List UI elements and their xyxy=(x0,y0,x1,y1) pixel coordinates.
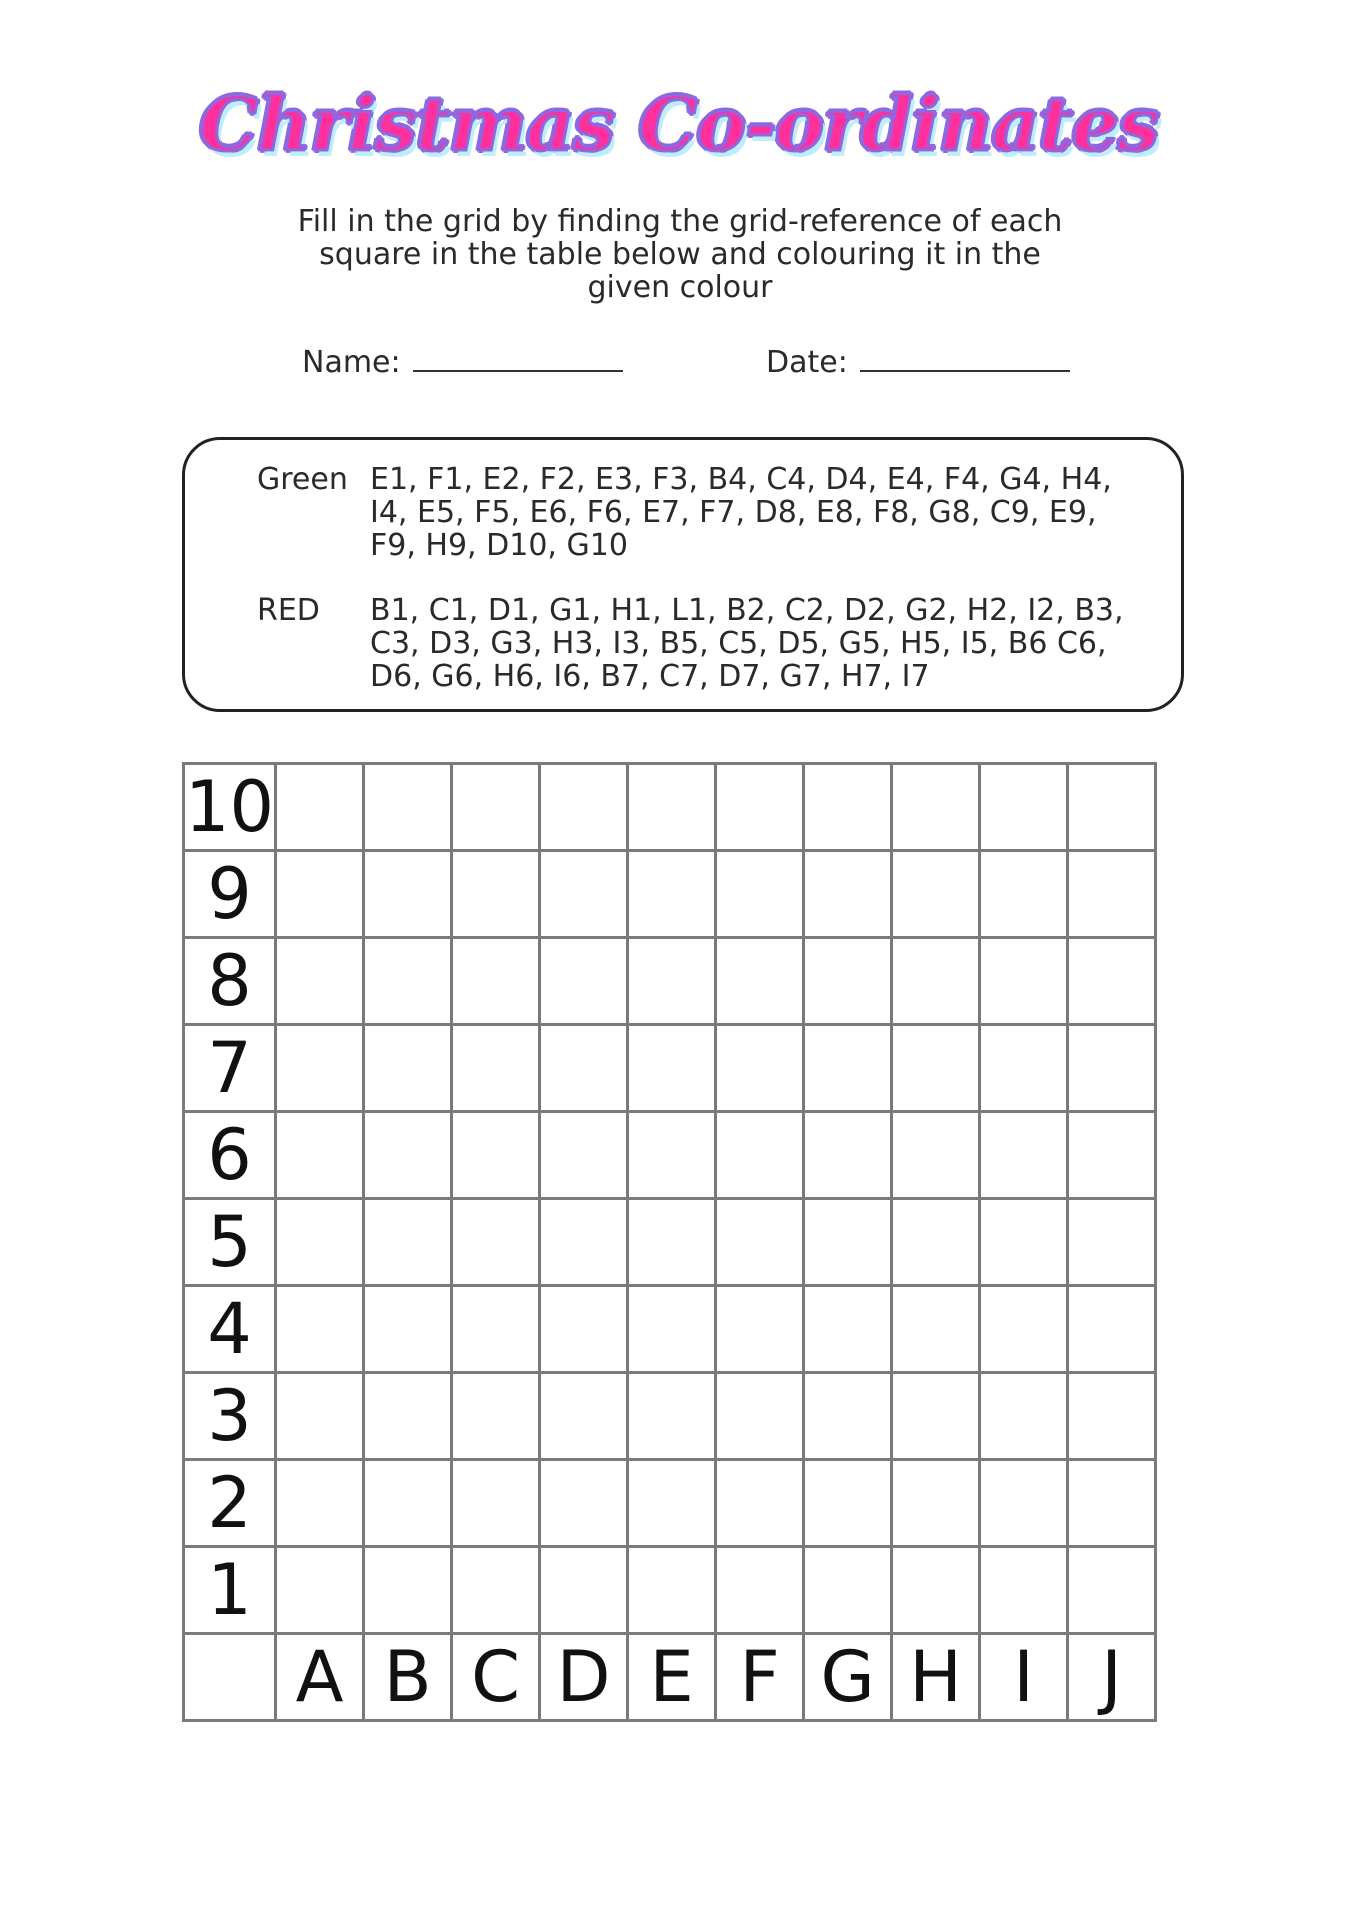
grid-cell-G6[interactable] xyxy=(804,1112,892,1199)
grid-row xyxy=(184,1199,1156,1286)
grid-cell-C3[interactable] xyxy=(452,1373,540,1460)
grid-cell-J2[interactable] xyxy=(1068,1460,1156,1547)
grid-cell-J8[interactable] xyxy=(1068,938,1156,1025)
grid-cell-C4[interactable] xyxy=(452,1286,540,1373)
grid-row xyxy=(184,1112,1156,1199)
grid-cell-J7[interactable] xyxy=(1068,1025,1156,1112)
grid-cell-B8[interactable] xyxy=(364,938,452,1025)
grid-cell-I7[interactable] xyxy=(980,1025,1068,1112)
grid-cell-I6[interactable] xyxy=(980,1112,1068,1199)
grid-cell-C5[interactable] xyxy=(452,1199,540,1286)
grid-cell-E1[interactable] xyxy=(628,1547,716,1634)
grid-cell-B1[interactable] xyxy=(364,1547,452,1634)
grid-cell-B10[interactable] xyxy=(364,764,452,851)
instructions-text: Fill in the grid by finding the grid-reference of each square in the table below and colouring it in the given colour xyxy=(297,204,1063,305)
grid-cell-H8[interactable] xyxy=(892,938,980,1025)
grid-cell-G1[interactable] xyxy=(804,1547,892,1634)
grid-cell-G2[interactable] xyxy=(804,1460,892,1547)
column-label: C xyxy=(452,1634,540,1721)
grid-cell-G7[interactable] xyxy=(804,1025,892,1112)
column-label: D xyxy=(540,1634,628,1721)
row-label: 3 xyxy=(184,1373,276,1460)
grid-cell-F7[interactable] xyxy=(716,1025,804,1112)
grid-cell-D7[interactable] xyxy=(540,1025,628,1112)
grid-cell-F3[interactable] xyxy=(716,1373,804,1460)
grid-cell-E4[interactable] xyxy=(628,1286,716,1373)
green-cell-list: E1, F1, E2, F2, E3, F3, B4, C4, D4, E4, F4, G4, H4, I4, E5, F5, E6, F6, E7, F7, D8, E8, F8, G8, C9, E9, F9, H9, D10, G10 xyxy=(370,462,1112,563)
grid-cell-F1[interactable] xyxy=(716,1547,804,1634)
green-label: Green xyxy=(257,462,348,497)
grid-cell-C10[interactable] xyxy=(452,764,540,851)
grid-cell-H5[interactable] xyxy=(892,1199,980,1286)
grid-cell-H9[interactable] xyxy=(892,851,980,938)
row-label: 9 xyxy=(184,851,276,938)
grid-cell-G8[interactable] xyxy=(804,938,892,1025)
red-key-row xyxy=(257,594,1130,693)
colour-key-box xyxy=(182,437,1184,712)
date-blank-line[interactable] xyxy=(860,340,1070,372)
grid-cell-D2[interactable] xyxy=(540,1460,628,1547)
red-cell-list: B1, C1, D1, G1, H1, L1, B2, C2, D2, G2, H2, I2, B3, C3, D3, G3, H3, I3, B5, C5, D5, G5, H5, I5, B6 C6, D6, G6, H6, I6, B7, C7, D7, G7, H7, I7 xyxy=(370,593,1124,694)
grid-cell-A6[interactable] xyxy=(276,1112,364,1199)
row-label: 6 xyxy=(184,1112,276,1199)
grid-cell-E7[interactable] xyxy=(628,1025,716,1112)
grid-cell-D8[interactable] xyxy=(540,938,628,1025)
grid-cell-H2[interactable] xyxy=(892,1460,980,1547)
grid-cell-I5[interactable] xyxy=(980,1199,1068,1286)
grid-cell-J4[interactable] xyxy=(1068,1286,1156,1373)
grid-cell-E6[interactable] xyxy=(628,1112,716,1199)
grid-cell-G9[interactable] xyxy=(804,851,892,938)
column-label: F xyxy=(716,1634,804,1721)
grid-cell-D6[interactable] xyxy=(540,1112,628,1199)
grid-cell-G10[interactable] xyxy=(804,764,892,851)
grid-row xyxy=(184,1547,1156,1634)
row-label: 1 xyxy=(184,1547,276,1634)
column-label: E xyxy=(628,1634,716,1721)
worksheet-title: Christmas Co-ordinates xyxy=(199,82,1159,168)
grid-cell-E5[interactable] xyxy=(628,1199,716,1286)
column-label: G xyxy=(804,1634,892,1721)
grid-cell-B4[interactable] xyxy=(364,1286,452,1373)
grid-cell-A1[interactable] xyxy=(276,1547,364,1634)
grid-cell-J6[interactable] xyxy=(1068,1112,1156,1199)
row-label: 8 xyxy=(184,938,276,1025)
grid-cell-H6[interactable] xyxy=(892,1112,980,1199)
grid-cell-E9[interactable] xyxy=(628,851,716,938)
grid-row xyxy=(184,764,1156,851)
column-label-row xyxy=(184,1634,1156,1721)
grid-cell-D1[interactable] xyxy=(540,1547,628,1634)
grid-cell-J1[interactable] xyxy=(1068,1547,1156,1634)
name-blank-line[interactable] xyxy=(413,340,623,372)
grid-cell-J10[interactable] xyxy=(1068,764,1156,851)
grid-cell-A7[interactable] xyxy=(276,1025,364,1112)
grid-cell-A3[interactable] xyxy=(276,1373,364,1460)
grid-cell-C8[interactable] xyxy=(452,938,540,1025)
grid-cell-E8[interactable] xyxy=(628,938,716,1025)
grid-row xyxy=(184,1025,1156,1112)
grid-cell-D10[interactable] xyxy=(540,764,628,851)
grid-cell-A2[interactable] xyxy=(276,1460,364,1547)
grid-corner-cell xyxy=(184,1634,276,1721)
grid-row xyxy=(184,851,1156,938)
grid-cell-H3[interactable] xyxy=(892,1373,980,1460)
row-label: 4 xyxy=(184,1286,276,1373)
date-label: Date: xyxy=(766,345,848,380)
grid-cell-C1[interactable] xyxy=(452,1547,540,1634)
grid-cell-G4[interactable] xyxy=(804,1286,892,1373)
row-label: 2 xyxy=(184,1460,276,1547)
grid-cell-D9[interactable] xyxy=(540,851,628,938)
green-key-row xyxy=(257,463,1130,562)
grid-cell-A4[interactable] xyxy=(276,1286,364,1373)
grid-row xyxy=(184,1286,1156,1373)
grid-cell-B5[interactable] xyxy=(364,1199,452,1286)
grid-cell-F4[interactable] xyxy=(716,1286,804,1373)
name-field[interactable] xyxy=(302,340,623,380)
row-label: 5 xyxy=(184,1199,276,1286)
grid-cell-J9[interactable] xyxy=(1068,851,1156,938)
grid-cell-H10[interactable] xyxy=(892,764,980,851)
grid-cell-I10[interactable] xyxy=(980,764,1068,851)
coordinate-grid xyxy=(182,762,1157,1722)
grid-row xyxy=(184,1373,1156,1460)
grid-cell-A8[interactable] xyxy=(276,938,364,1025)
grid-cell-F9[interactable] xyxy=(716,851,804,938)
grid-cell-B2[interactable] xyxy=(364,1460,452,1547)
red-label: RED xyxy=(257,593,320,628)
column-label: B xyxy=(364,1634,452,1721)
grid-row xyxy=(184,1460,1156,1547)
grid-cell-D5[interactable] xyxy=(540,1199,628,1286)
grid-cell-G5[interactable] xyxy=(804,1199,892,1286)
grid-cell-B9[interactable] xyxy=(364,851,452,938)
grid-cell-F10[interactable] xyxy=(716,764,804,851)
grid-cell-D3[interactable] xyxy=(540,1373,628,1460)
grid-cell-B3[interactable] xyxy=(364,1373,452,1460)
grid-cell-F8[interactable] xyxy=(716,938,804,1025)
grid-cell-G3[interactable] xyxy=(804,1373,892,1460)
grid-cell-A9[interactable] xyxy=(276,851,364,938)
grid-cell-H4[interactable] xyxy=(892,1286,980,1373)
grid-cell-A10[interactable] xyxy=(276,764,364,851)
grid-cell-F5[interactable] xyxy=(716,1199,804,1286)
grid-cell-H1[interactable] xyxy=(892,1547,980,1634)
name-label: Name: xyxy=(302,345,401,380)
grid-cell-B7[interactable] xyxy=(364,1025,452,1112)
grid-cell-H7[interactable] xyxy=(892,1025,980,1112)
column-label: A xyxy=(276,1634,364,1721)
grid-cell-I8[interactable] xyxy=(980,938,1068,1025)
grid-cell-I3[interactable] xyxy=(980,1373,1068,1460)
grid-cell-I1[interactable] xyxy=(980,1547,1068,1634)
grid-cell-C7[interactable] xyxy=(452,1025,540,1112)
grid-cell-C6[interactable] xyxy=(452,1112,540,1199)
grid-cell-B6[interactable] xyxy=(364,1112,452,1199)
grid-cell-E2[interactable] xyxy=(628,1460,716,1547)
grid-row xyxy=(184,938,1156,1025)
column-label: I xyxy=(980,1634,1068,1721)
column-label: J xyxy=(1068,1634,1156,1721)
grid-cell-J5[interactable] xyxy=(1068,1199,1156,1286)
grid-cell-I9[interactable] xyxy=(980,851,1068,938)
grid-cell-E10[interactable] xyxy=(628,764,716,851)
grid-cell-F2[interactable] xyxy=(716,1460,804,1547)
grid-cell-I2[interactable] xyxy=(980,1460,1068,1547)
row-label: 10 xyxy=(184,764,276,851)
grid-cell-J3[interactable] xyxy=(1068,1373,1156,1460)
grid-cell-F6[interactable] xyxy=(716,1112,804,1199)
grid-cell-C9[interactable] xyxy=(452,851,540,938)
column-label: H xyxy=(892,1634,980,1721)
grid-cell-A5[interactable] xyxy=(276,1199,364,1286)
grid-cell-I4[interactable] xyxy=(980,1286,1068,1373)
row-label: 7 xyxy=(184,1025,276,1112)
date-field[interactable] xyxy=(766,340,1070,380)
grid-cell-E3[interactable] xyxy=(628,1373,716,1460)
grid-cell-D4[interactable] xyxy=(540,1286,628,1373)
grid-cell-C2[interactable] xyxy=(452,1460,540,1547)
